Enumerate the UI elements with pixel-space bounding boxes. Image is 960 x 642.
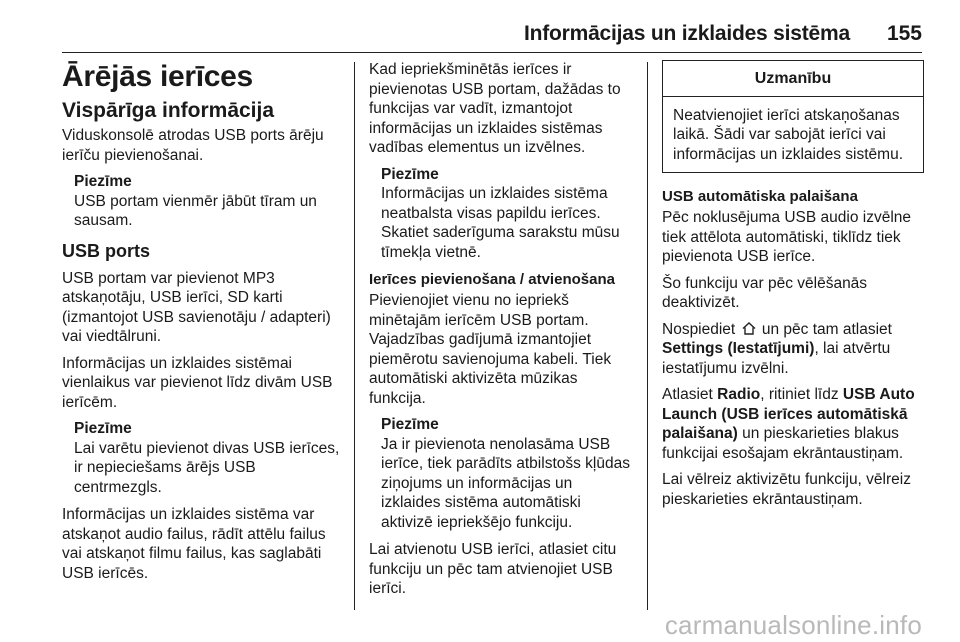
paragraph (662, 385, 924, 463)
paragraph: Lai vēlreiz aktivizētu funkciju, vēlreiz pieskarieties ekrāntaustiņam. (662, 471, 911, 508)
note-text: Ja ir pievienota nenolasāma USB ierīce, tiek parādīts atbilstošs kļūdas ziņojums un informācijas un izklaides sistēma automātiski aktivizē iepriekšējo funkciju. (381, 435, 630, 531)
menu-label-settings: Settings (Iestatījumi) (662, 340, 815, 357)
paragraph: Viduskonsolē atrodas USB ports ārēju ierīču pievienošanai. (62, 127, 324, 164)
paragraph: USB portam var pievienot MP3 atskaņotāju, USB ierīci, SD karti (izmantojot USB savienotāju / adapteri) vai viedtālruni. (62, 269, 331, 345)
note-text: Informācijas un izklaides sistēma neatbalsta visas papildu ierīces. Skatiet saderīguma sarakstu mūsu tīmekļa vietnē. (381, 185, 620, 261)
subsection-title-usb-port: USB ports (62, 240, 151, 261)
column-1 (62, 60, 344, 590)
text: Atlasiet (662, 386, 713, 403)
heading-usb-auto-launch: USB automātiska palaišana (662, 188, 858, 205)
watermark: carmanualsonline.info (664, 610, 922, 640)
column-divider-1 (354, 62, 355, 610)
header-title: Informācijas un izklaides sistēma (523, 22, 850, 45)
note-box (74, 172, 344, 231)
caution-text: Neatvienojiet ierīci atskaņošanas laikā. Šādi var sabojāt ierīci vai informācijas un izklaides sistēmu. (673, 106, 904, 163)
paragraph (662, 320, 924, 379)
column-3 (662, 60, 924, 516)
text: Nospiediet (662, 320, 736, 338)
note-text: USB portam vienmēr jābūt tīram un sausam. (74, 192, 317, 229)
text: un pēc tam atlasiet (761, 320, 892, 338)
paragraph: Kad iepriekšminētās ierīces ir pievienotas USB portam, dažādas to funkcijas var vadīt, izmantojot informācijas un izklaides sistēmas vadības elementus un izvēlnes. (369, 61, 621, 156)
caution-title: Uzmanību (663, 61, 923, 97)
note-title: Piezīme (381, 165, 439, 183)
note-box (74, 419, 344, 497)
home-icon (742, 322, 756, 335)
heading-connect-disconnect: Ierīces pievienošana / atvienošana (369, 271, 615, 288)
paragraph: Pievienojiet vienu no iepriekš minētajām ierīcēm USB portam. Vajadzības gadījumā izmantojiet piemērotu savienojuma kabeli. Tiek automātiski aktivizēta mūzikas funkcija. (369, 292, 612, 407)
menu-label-radio: Radio (717, 386, 761, 403)
text: , ritiniet līdz (760, 386, 839, 403)
column-2 (369, 60, 635, 606)
note-title: Piezīme (74, 420, 132, 437)
column-divider-2 (647, 62, 648, 610)
paragraph: Informācijas un izklaides sistēmai vienlaikus var pievienot līdz divām USB ierīcēm. (62, 354, 333, 411)
note-title: Piezīme (381, 416, 439, 433)
text: , lai atvērtu iestatījumu izvēlni. (662, 340, 891, 377)
caution-box (662, 60, 924, 173)
subsection-title-general: Vispārīga informācija (62, 99, 275, 122)
section-title: Ārējās ierīces (62, 60, 253, 93)
menu-label-usb-auto-launch: USB Auto Launch (USB ierīces automātiskā palaišana) (662, 386, 915, 442)
page-header (0, 22, 960, 52)
paragraph: Lai atvienotu USB ierīci, atlasiet citu funkciju un pēc tam atvienojiet USB ierīci. (369, 541, 617, 597)
note-text: Lai varētu pievienot divas USB ierīces, ir nepieciešams ārējs USB centrmezgls. (74, 439, 340, 496)
header-rule (62, 52, 922, 53)
text: un pieskarieties blakus funkcijai esošajam ekrāntaustiņam. (662, 425, 904, 462)
page-number: 155 (886, 22, 922, 45)
note-box (381, 415, 635, 532)
paragraph: Informācijas un izklaides sistēma var atskaņot audio failus, rādīt attēlu failus vai atskaņot filmu failus, kas saglabāti USB ierīcēs. (62, 506, 326, 582)
paragraph: Pēc noklusējuma USB audio izvēlne tiek attēlota automātiski, tiklīdz tiek pievienota USB ierīce. (662, 209, 911, 265)
note-box (381, 165, 635, 263)
paragraph: Šo funkciju var pēc vēlēšanās deaktivizēt. (662, 274, 868, 311)
note-title: Piezīme (74, 173, 132, 190)
